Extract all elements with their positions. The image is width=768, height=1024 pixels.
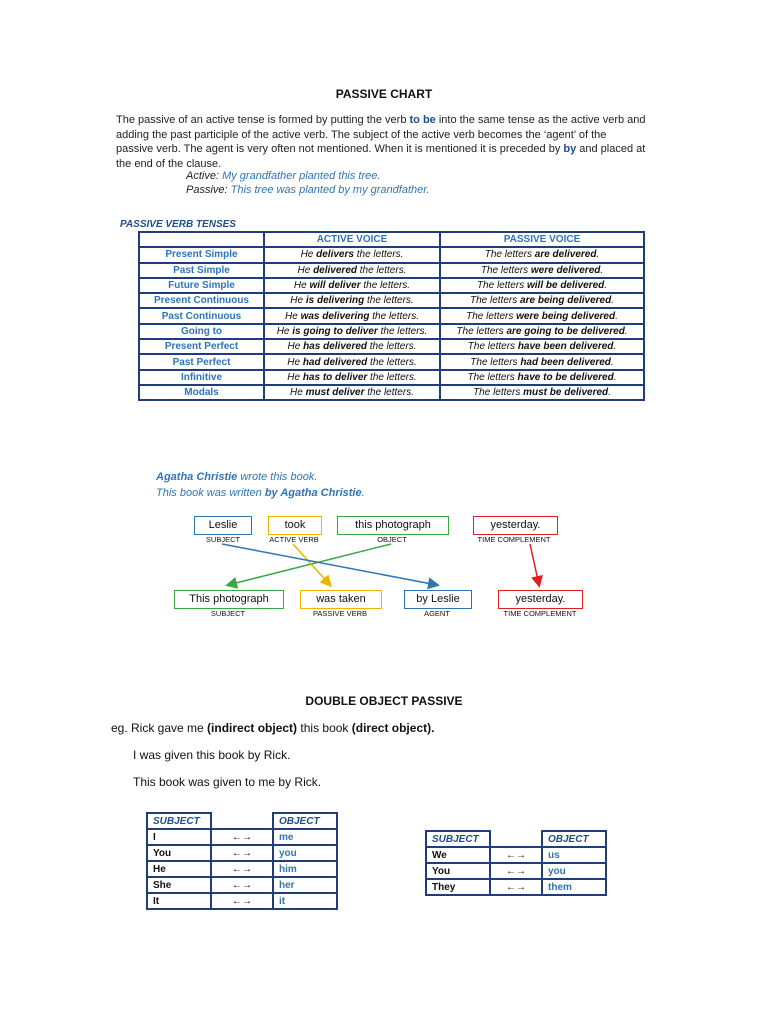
active-post: the letters.: [369, 310, 419, 322]
tense-name: Future Simple: [140, 279, 263, 292]
passive-post: .: [615, 310, 618, 322]
box-was-taken: was taken: [300, 590, 382, 609]
active-post: the letters.: [377, 325, 428, 337]
tense-name: Modals: [140, 386, 263, 399]
header-gap: [490, 831, 542, 847]
tense-name: Past Simple: [140, 264, 263, 277]
active-verb: was delivering: [300, 310, 370, 322]
active-pre: He: [293, 280, 310, 292]
arrow-icon: ←→: [211, 893, 273, 909]
active-verb: has delivered: [303, 341, 367, 353]
pronoun-row: [147, 829, 337, 845]
intro-by: by: [563, 143, 577, 155]
pronoun-row: [147, 861, 337, 877]
active-verb: delivered: [313, 264, 357, 276]
active-pre: He: [297, 264, 314, 276]
active-pre: He: [300, 249, 317, 261]
header-subject: SUBJECT: [426, 831, 490, 847]
tenses-heading: PASSIVE VERB TENSES: [120, 219, 236, 230]
box-leslie: Leslie: [194, 516, 252, 535]
subject-pronoun: She: [147, 877, 211, 893]
passive-pre: The letters: [473, 387, 524, 399]
active-pre: He: [285, 310, 301, 322]
arrow-icon: ←→: [211, 877, 273, 893]
active-sentence: My grandfather planted this tree.: [222, 170, 381, 182]
passive-post: .: [596, 249, 600, 261]
pronoun-row: [147, 893, 337, 909]
passive-pre: The letters: [467, 341, 518, 353]
active-post: the letters.: [367, 371, 417, 383]
box-this-photograph-bottom: This photograph: [174, 590, 284, 609]
header-passive-voice: PASSIVE VOICE: [441, 233, 643, 246]
active-verb: is delivering: [305, 295, 365, 307]
box-yesterday-top: yesterday.: [473, 516, 558, 535]
passive-post: .: [600, 264, 604, 276]
subject-pronoun: We: [426, 847, 490, 863]
object-pronoun: you: [273, 845, 337, 861]
passive-verb: will be delivered: [526, 280, 605, 292]
passive-post: .: [604, 280, 608, 292]
active-verb: has to deliver: [302, 371, 368, 383]
passive-pre: The letters: [476, 280, 527, 292]
active-post: the letters.: [364, 387, 414, 399]
passive-verb: are going to be delivered: [506, 325, 625, 337]
passive-post: .: [624, 325, 628, 337]
tense-name: Infinitive: [140, 371, 263, 384]
object-pronoun: her: [273, 877, 337, 893]
passive-pre: The letters: [467, 371, 518, 383]
active-post: the letters.: [367, 341, 417, 353]
page-title: PASSIVE CHART: [335, 87, 433, 101]
active-pre: He: [287, 341, 304, 353]
passive-post: .: [608, 387, 611, 399]
agatha-passive-start: This book was written: [156, 487, 265, 499]
active-verb: is going to deliver: [292, 325, 378, 337]
caption-agent: AGENT: [424, 609, 450, 618]
caption-subject: SUBJECT: [205, 535, 241, 544]
active-post: the letters.: [353, 249, 404, 261]
pronoun-row: [147, 877, 337, 893]
pronoun-table-plural: [425, 830, 607, 896]
active-pre: He: [276, 325, 293, 337]
caption-object: OBJECT: [377, 535, 407, 544]
box-yesterday-bottom: yesterday.: [498, 590, 583, 609]
active-verb: delivers: [316, 249, 354, 261]
eg-direct: (direct object).: [351, 721, 435, 735]
header-gap: [211, 813, 273, 829]
passive-sentence-2: This book was given to me by Rick.: [133, 775, 322, 789]
passive-label: Passive:: [186, 184, 228, 196]
intro-to-be: to be: [409, 114, 436, 126]
object-pronoun: it: [273, 893, 337, 909]
box-this-photograph: this photograph: [337, 516, 449, 535]
agatha-rest: wrote this book.: [237, 471, 318, 483]
arrow-time-complement: [530, 544, 539, 585]
passive-sentence-1: I was given this book by Rick.: [133, 748, 291, 762]
tense-name: Present Perfect: [140, 340, 263, 353]
example-sentence: [111, 721, 434, 735]
active-post: the letters.: [364, 295, 414, 307]
pronoun-row: [426, 847, 606, 863]
caption-subject-bottom: SUBJECT: [210, 609, 246, 618]
passive-post: .: [611, 295, 614, 307]
passive-verb: have to be delivered: [517, 371, 614, 383]
arrow-icon: ←→: [211, 829, 273, 845]
active-post: the letters.: [360, 280, 411, 292]
passive-post: .: [613, 341, 617, 353]
caption-passive-verb: PASSIVE VERB: [312, 609, 368, 618]
passive-pre: The letters: [466, 310, 517, 322]
passive-pre: The letters: [470, 295, 521, 307]
double-object-title: DOUBLE OBJECT PASSIVE: [305, 694, 463, 708]
agatha-name: Agatha Christie: [156, 471, 238, 483]
pronoun-table-singular: [146, 812, 338, 910]
subject-pronoun: You: [426, 863, 490, 879]
pronoun-row: [426, 863, 606, 879]
passive-verb: have been delivered: [517, 341, 614, 353]
object-pronoun: them: [542, 879, 606, 895]
subject-pronoun: You: [147, 845, 211, 861]
active-verb: had delivered: [302, 356, 368, 368]
agatha-passive-end: .: [361, 487, 365, 499]
active-verb: will deliver: [309, 280, 361, 292]
subject-pronoun: I: [147, 829, 211, 845]
passive-verb: are being delivered: [520, 295, 612, 307]
box-by-leslie: by Leslie: [404, 590, 472, 609]
header-object: OBJECT: [273, 813, 337, 829]
box-took: took: [268, 516, 322, 535]
object-pronoun: us: [542, 847, 606, 863]
passive-verb: were being delivered: [516, 310, 616, 322]
pronoun-header-row: [147, 813, 337, 829]
pronoun-header-row: [426, 831, 606, 847]
arrow-icon: ←→: [490, 847, 542, 863]
active-label: Active:: [186, 170, 220, 182]
eg-mid: this book: [297, 721, 352, 735]
object-pronoun: you: [542, 863, 606, 879]
active-pre: He: [287, 371, 303, 383]
eg-indirect: (indirect object): [207, 721, 298, 735]
intro-text-2: into the same tense as the active verb and adding the past participle of the active verb. The subject of the active verb becomes the ‘agent’ of the passive verb. The agent is very often not mentioned. When it is mentioned it is preceded by: [116, 114, 646, 155]
passive-pre: The letters: [484, 249, 535, 261]
subject-pronoun: They: [426, 879, 490, 895]
passive-post: .: [613, 371, 617, 383]
object-pronoun: him: [273, 861, 337, 877]
passive-pre: The letters: [480, 264, 531, 276]
agatha-agent: by Agatha Christie: [264, 487, 362, 499]
intro-text-3: and placed at the end of the clause.: [116, 143, 646, 170]
header-subject: SUBJECT: [147, 813, 211, 829]
caption-active-verb: ACTIVE VERB: [269, 535, 319, 544]
passive-verb: were delivered: [530, 264, 601, 276]
arrow-icon: ←→: [211, 845, 273, 861]
active-post: the letters.: [367, 356, 417, 368]
caption-time-complement-bottom: TIME COMPLEMENT: [503, 609, 577, 618]
arrow-verb-to-passive-verb: [293, 544, 330, 585]
intro-text-1: The passive of an active tense is formed by putting the verb: [116, 114, 410, 126]
arrow-icon: ←→: [490, 879, 542, 895]
tense-name: Past Perfect: [140, 355, 263, 368]
tense-name: Present Continuous: [140, 294, 263, 307]
active-verb: must deliver: [305, 387, 365, 399]
active-post: the letters.: [357, 264, 407, 276]
active-pre: He: [290, 387, 306, 399]
passive-pre: The letters: [470, 356, 521, 368]
caption-time-complement-top: TIME COMPLEMENT: [477, 535, 551, 544]
subject-pronoun: It: [147, 893, 211, 909]
pronoun-row: [147, 845, 337, 861]
subject-pronoun: He: [147, 861, 211, 877]
tense-name: Going to: [140, 325, 263, 338]
header-object: OBJECT: [542, 831, 606, 847]
passive-verb: had been delivered: [520, 356, 611, 368]
active-pre: He: [287, 356, 303, 368]
passive-post: .: [610, 356, 614, 368]
object-pronoun: me: [273, 829, 337, 845]
passive-pre: The letters: [456, 325, 507, 337]
arrow-icon: ←→: [211, 861, 273, 877]
passive-verb: must be delivered: [523, 387, 609, 399]
eg-start: eg. Rick gave me: [111, 721, 208, 735]
passive-verb: are delivered: [534, 249, 597, 261]
active-pre: He: [290, 295, 306, 307]
tense-name: Past Continuous: [140, 309, 263, 322]
passive-sentence: This tree was planted by my grandfather.: [230, 184, 430, 196]
header-active-voice: ACTIVE VOICE: [265, 233, 439, 246]
arrow-icon: ←→: [490, 863, 542, 879]
pronoun-row: [426, 879, 606, 895]
tense-name: Present Simple: [140, 248, 263, 261]
